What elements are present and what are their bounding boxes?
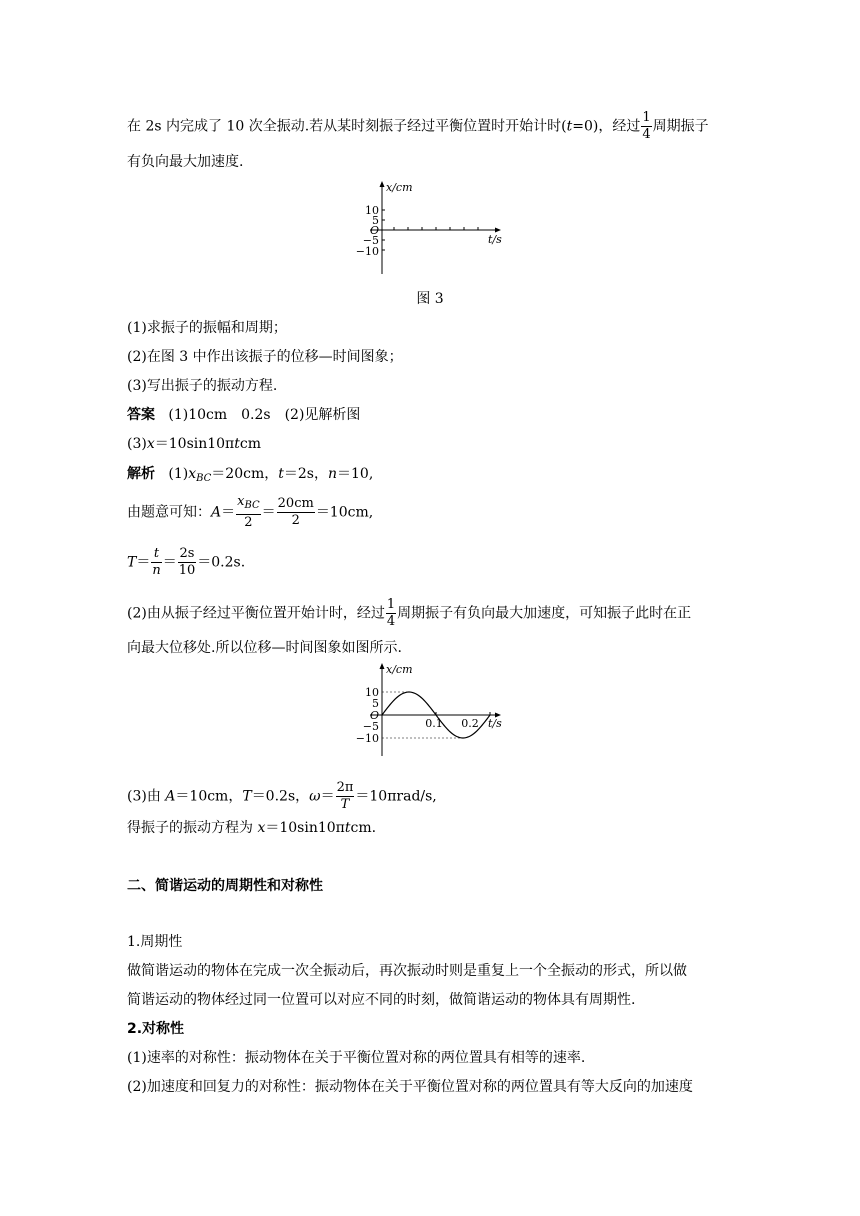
intro-text-b: =0)，经过 [572,118,641,135]
sol6-omega: ω [309,788,321,805]
sol-ylabel-10: 10 [365,686,379,699]
intro-line-2: 有负向最大加速度. [127,154,244,170]
sol3-frac-2 [178,546,197,579]
sol2-frac-2 [277,496,315,529]
sol1-d: ＝10, [337,466,374,482]
sol7-t: t [344,820,351,836]
sol-ylabel-5: 5 [372,697,379,710]
sol6-frac [336,780,355,813]
sol6-end: ＝10πrad/s, [355,788,437,805]
sol7-b: ＝10sin10π [265,820,345,836]
sol3-f1-den: n [152,563,161,578]
section-2-p2-line2: (2)加速度和回复力的对称性：振动物体在关于平衡位置对称的两位置具有等大反向的加速度 [127,1079,693,1095]
answer-3-unit: cm [239,436,262,452]
answer-3-mid: ＝10sin10π [154,436,235,452]
intro-text-c: 周期振子 [652,118,709,135]
answer-label: 答案 [127,407,155,423]
fig3-ylabel-10: 10 [365,204,379,217]
solution-line-6 [127,780,437,813]
solution-displacement-time-graph [350,660,520,760]
sol7-c: cm. [350,820,377,836]
fig3-y-arrow [380,181,385,187]
figure-3-caption: 图 3 [416,291,444,307]
sol-xlabel-0.1: 0.1 [425,717,443,730]
sol-xlabel: t/s [488,717,502,730]
fig3-xlabel: t/s [488,233,502,246]
answer-3-var-x: x [146,436,155,452]
sol6-T: T [242,788,252,805]
sol2-frac-1 [236,494,261,531]
question-3: (3)写出振子的振动方程. [127,378,278,394]
sol2-eq2: ＝ [261,504,276,521]
intro-frac-den: 4 [642,127,651,142]
sol-ylabel-neg5: −5 [362,720,379,733]
sol1-a: (1) [168,466,189,482]
sol4-frac-den: 4 [386,614,396,629]
sol-xlabel-0.2: 0.2 [461,717,479,730]
sol1-b: ＝20cm， [211,466,279,482]
fig3-ylabel-neg10: −10 [355,245,379,258]
answer-3-prefix: (3) [127,436,147,452]
sol4-frac [386,597,396,630]
solution-line-2 [127,494,373,531]
sol3-T: T [127,554,137,571]
sol2-f1-den: 2 [244,515,253,530]
sol2-f1-sub: BC [244,500,260,511]
fig3-ylabel-5: 5 [372,214,379,227]
sol2-eq: ＝ [221,504,236,521]
section-2-heading: 二、简谐运动的周期性和对称性 [127,878,323,894]
answer-line-2 [127,434,261,454]
section-2-p2-title: 2.对称性 [127,1021,185,1037]
sol6-eq: ＝ [320,788,335,805]
sol2-end: ＝10cm, [315,504,374,521]
section-2-p1-line1: 做简谐运动的物体在完成一次全振动后，再次振动时则是重复上一个全振动的形式，所以做 [127,963,687,979]
sol3-eq: ＝ [136,554,151,571]
sol7-x: x [257,820,266,836]
answer-part-1-2: (1)10cm 0.2s (2)见解析图 [168,407,361,423]
figure-3-axes [350,178,520,278]
sol2-f2-num: 20cm [277,496,314,511]
fig3-ylabel-neg5: −5 [362,234,379,247]
solution-line-3 [127,546,245,579]
fig3-origin: O [369,224,379,237]
question-1: (1)求振子的振幅和周期； [127,320,287,336]
sol1-x: x [188,466,197,482]
section-2-p1-title: 1.周期性 [127,934,183,950]
sol6-A: A [165,788,176,805]
sol2-f2-den: 2 [291,513,300,528]
section-2-p2-line1: (1)速率的对称性：振动物体在关于平衡位置对称的两位置具有相等的速率. [127,1050,586,1066]
question-2: (2)在图 3 中作出该振子的位移—时间图象； [127,349,403,365]
solution-line-1 [127,464,373,489]
fig3-ylabel: x/cm [386,181,413,194]
sol3-frac-1 [151,546,161,579]
solution-label: 解析 [127,466,155,482]
sol2-a: 由题意可知： [127,504,211,521]
sol7-a: 得振子的振动方程为 [127,820,258,836]
sol-y-arrow [380,663,385,669]
solution-line-5: 向最大位移处.所以位移—时间图象如图所示. [127,640,402,656]
sol2-A: A [211,504,222,521]
sol4-frac-num: 1 [386,597,396,612]
sol3-end: ＝0.2s. [197,554,246,571]
sol6-c: ＝0.2s， [251,788,310,805]
sol6-frac-den: T [340,797,350,812]
sol3-eq2: ＝ [162,554,177,571]
sol2-f1-x: x [237,494,245,509]
sol6-frac-num: 2π [336,780,354,795]
sol1-sub: BC [196,473,212,484]
sol1-t: t [278,466,284,482]
intro-line-1 [127,110,709,143]
sol3-f2-den: 10 [178,563,196,578]
sol3-f2-num: 2s [179,546,195,561]
sol-origin: O [369,709,379,722]
solution-line-4 [127,597,691,630]
sol3-f1-num: t [151,546,161,563]
solution-line-7 [127,818,376,838]
intro-text-a: 在 2s 内完成了 10 次全振动.若从某时刻振子经过平衡位置时开始计时( [127,118,567,135]
sol6-b: ＝10cm， [175,788,243,805]
sol1-c: ＝2s， [283,466,328,482]
answer-3-var-t: t [234,436,240,452]
sol-ylabel: x/cm [386,663,413,676]
sol4-a: (2)由从振子经过平衡位置开始计时，经过 [127,605,385,622]
sol-ylabel-neg10: −10 [355,732,379,745]
sol4-b: 周期振子有负向最大加速度，可知振子此时在正 [397,605,692,622]
intro-var-t: t [566,118,573,135]
fig3-x-arrow [495,228,501,233]
sol6-a: (3)由 [127,788,166,805]
intro-frac-num: 1 [642,110,651,125]
answer-line-1 [127,405,360,425]
intro-fraction [641,110,651,143]
section-2-p1-line2: 简谐运动的物体经过同一位置可以对应不同的时刻，做简谐运动的物体具有周期性. [127,992,636,1008]
sol1-n: n [327,466,337,482]
